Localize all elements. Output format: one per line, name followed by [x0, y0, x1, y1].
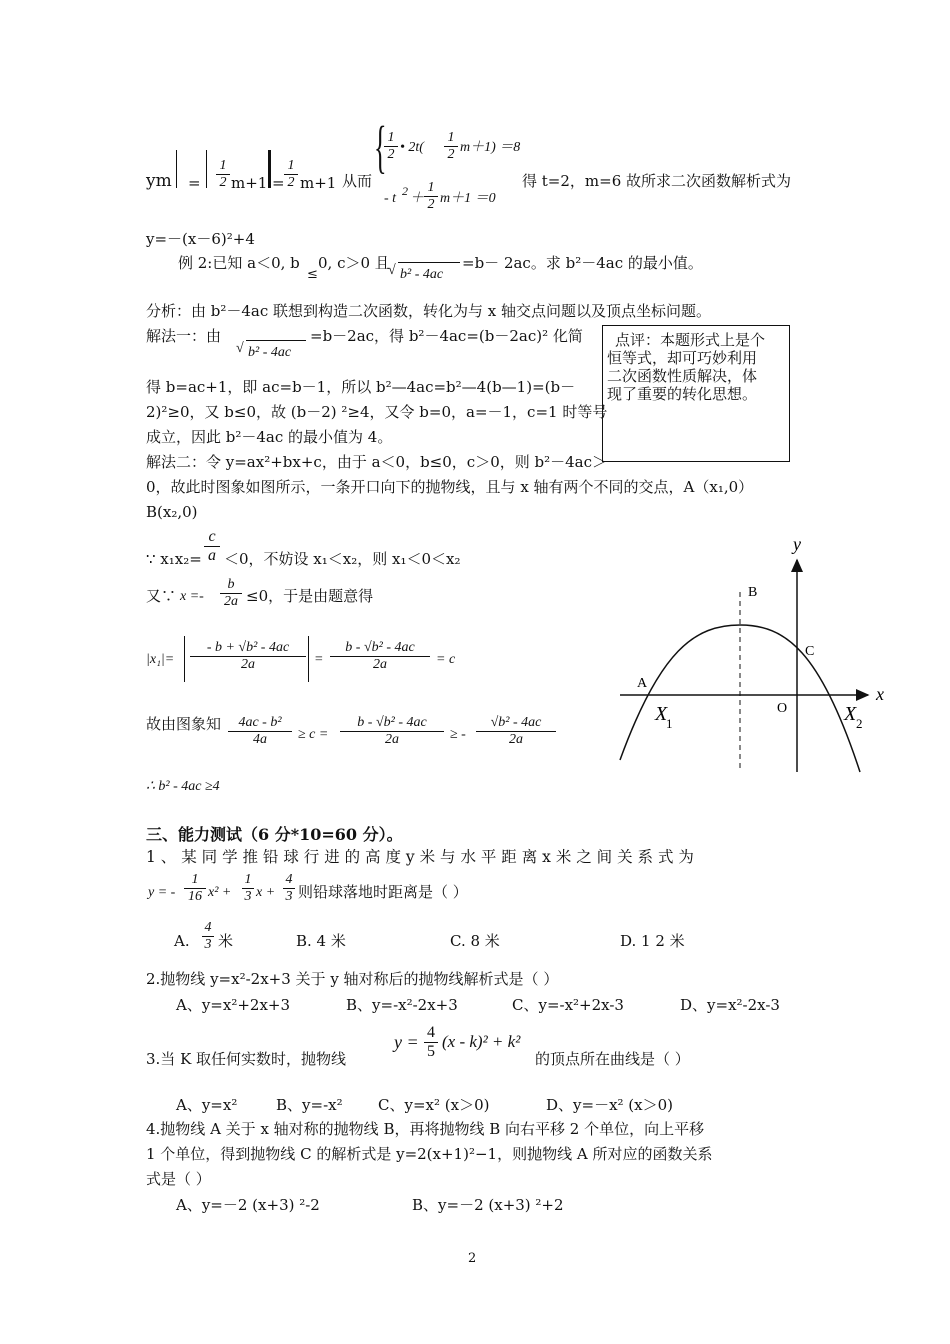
label-x2: X: [844, 703, 857, 725]
numerator: 1: [287, 158, 295, 173]
example2-title: 例 2:已知 a＜0, b: [178, 254, 300, 272]
equals-c: = c: [436, 652, 456, 667]
question-4: 4.抛物线 A 关于 x 轴对称的抛物线 B，再将抛物线 B 向右平移 2 个单位，向上平移: [146, 1120, 705, 1138]
denominator: 5: [424, 1042, 438, 1061]
q3-expr: y =: [394, 1032, 419, 1052]
solution2: B(x₂,0): [146, 503, 198, 521]
section-heading: 三、能力测试（6 分*10=60 分）。: [146, 825, 403, 844]
equals-sign: =: [314, 652, 324, 667]
question-1: 1 、 某 同 学 推 铅 球 行 进 的 高 度 y 米 与 水 平 距 离 x 米 之 间 关 系 式 为: [146, 848, 694, 866]
fraction: [204, 528, 220, 565]
sqrt-content: b² - 4ac: [248, 345, 292, 360]
fraction: [228, 715, 292, 748]
denominator: 2a: [330, 656, 430, 673]
abs-bar: [206, 150, 207, 188]
page-number: 2: [468, 1251, 477, 1266]
option-d: D. 1 2 米: [620, 932, 685, 950]
expression: x =-: [180, 589, 204, 604]
fraction: [202, 920, 214, 953]
equation: m＋1) ＝8: [460, 140, 521, 155]
inequality: ≥ -: [450, 727, 466, 742]
denominator: 2a: [476, 731, 556, 748]
exponent: 2: [402, 184, 408, 198]
label-O: O: [777, 701, 788, 716]
solution2: 0，故此时图象如图所示，一条开口向下的抛物线，且与 x 轴有两个不同的交点，A（x₁,0）: [146, 478, 754, 496]
numerator: √b² - 4ac: [490, 715, 542, 730]
example2-title: =b－ 2ac。求 b²－4ac 的最小值。: [462, 254, 703, 272]
sqrt-sign: √: [388, 263, 396, 278]
solution1: 成立，因此 b²－4ac 的最小值为 4。: [146, 428, 393, 446]
q1-expr: y = -: [148, 885, 176, 900]
fraction: [330, 640, 430, 673]
because-line: ＜0，不妨设 x₁＜x₂，则 x₁＜0＜x₂: [224, 550, 461, 568]
denominator: 2a: [190, 656, 306, 673]
result-text: 得 t=2，m=6 故所求二次函数解析式为: [522, 172, 792, 190]
sqrt-bar: [398, 262, 460, 263]
fraction: [444, 130, 458, 163]
numerator: 4: [204, 920, 212, 935]
question-4: 1 个单位，得到抛物线 C 的解析式是 y=2(x+1)²−1，则抛物线 A 所对应的函数关系: [146, 1145, 713, 1163]
answer: y=－(x－6)²+4: [146, 230, 255, 248]
solution1: 得 b=ac+1，即 ac=b－1，所以 b²—4ac=b²—4(b—1)=(b－: [146, 378, 576, 396]
numerator: 4: [427, 1024, 435, 1041]
label-C: C: [805, 644, 815, 659]
label-x1-sub: 1: [666, 716, 673, 731]
fraction: [340, 715, 444, 748]
denominator: 3: [283, 888, 295, 905]
abs-bar: [268, 150, 271, 188]
option-a-unit: 米: [218, 932, 234, 950]
comment-line: 恒等式，却可巧妙利用: [607, 349, 758, 367]
label-B: B: [748, 585, 758, 600]
option-b: B、y=-x²: [276, 1096, 343, 1114]
numerator: c: [208, 528, 216, 545]
numerator: 1: [244, 872, 252, 887]
solution1: 解法一：由: [146, 327, 222, 345]
q1-expr: x² +: [208, 885, 232, 900]
label-x: x: [876, 684, 884, 704]
numerator: 4: [285, 872, 293, 887]
text: 从而: [342, 172, 373, 190]
label-y: y: [793, 534, 801, 554]
denominator: 2: [384, 146, 398, 163]
abs-x1: |x₁|=: [146, 652, 175, 667]
parabola-graph: [600, 530, 900, 780]
option-a: A、y=x²+2x+3: [176, 996, 291, 1014]
denominator: a: [204, 546, 220, 565]
denominator: 2: [424, 196, 438, 213]
option-c: C. 8 米: [450, 932, 500, 950]
sqrt-content: b² - 4ac: [400, 267, 444, 282]
q3-expr: (x - k)² + k²: [442, 1032, 521, 1051]
question-3: 3.当 K 取任何实数时，抛物线: [146, 1050, 347, 1068]
option-d: D、y=－x² (x＞0): [546, 1096, 674, 1114]
brace: {: [374, 114, 387, 179]
solution1: =b－2ac，得 b²－4ac=(b－2ac)² 化简: [310, 327, 583, 345]
option-a: A.: [174, 932, 190, 950]
denominator: 2: [284, 174, 298, 191]
fraction: [384, 130, 398, 163]
numerator: b: [227, 577, 235, 592]
analysis: 分析：由 b²－4ac 联想到构造二次函数，转化为与 x 轴交点问题以及顶点坐标问题。: [146, 302, 712, 320]
label-A: A: [637, 676, 648, 691]
fraction: [424, 180, 438, 213]
comment-box: [602, 325, 790, 462]
label-x2-sub: 2: [856, 716, 863, 731]
because-line: ∵ x₁x₂=: [146, 550, 202, 568]
ym-label: ym: [146, 171, 172, 191]
expression: m+1: [300, 174, 337, 192]
fraction: [242, 872, 254, 905]
comment-line: 点评：本题形式上是个: [615, 331, 766, 349]
option-b: B. 4 米: [296, 932, 346, 950]
fraction: [283, 872, 295, 905]
denominator: 2a: [340, 731, 444, 748]
sqrt-sign: √: [236, 341, 244, 356]
numerator: b - √b² - 4ac: [345, 640, 415, 655]
fraction: [184, 872, 206, 905]
equation: • 2t(: [400, 140, 424, 155]
sqrt-bar: [246, 340, 306, 341]
inequality: ≥ c =: [298, 727, 329, 742]
denominator: 2a: [220, 593, 242, 610]
denominator: 2: [444, 146, 458, 163]
option-d: D、y=x²-2x-3: [680, 996, 780, 1014]
solution1: 2)²≥0，又 b≤0，故 (b－2) ²≥4，又令 b=0，a=－1，c=1 时等号: [146, 403, 608, 421]
denominator: 3: [242, 888, 254, 905]
option-c: C、y=x² (x＞0): [378, 1096, 490, 1114]
question-2: 2.抛物线 y=x²-2x+3 关于 y 轴对称后的抛物线解析式是（ ）: [146, 970, 559, 988]
option-a: A、y=x²: [176, 1096, 238, 1114]
graph-lead: 故由图象知: [146, 715, 222, 733]
numerator: 4ac - b²: [238, 715, 282, 730]
comment-line: 二次函数性质解决，体: [607, 367, 758, 385]
fraction: [216, 158, 230, 191]
equals-sign: =: [188, 174, 201, 192]
question-3-tail: 的顶点所在曲线是（ ）: [535, 1050, 690, 1068]
therefore-line: ∴ b² - 4ac ≥4: [146, 779, 220, 794]
also-line: 又∵: [146, 587, 177, 605]
option-c: C、y=-x²+2x-3: [512, 996, 624, 1014]
equals-sign: =: [272, 174, 285, 192]
fraction: [284, 158, 298, 191]
equation: m＋1 ＝0: [440, 191, 496, 206]
option-b: B、y=－2 (x+3) ²+2: [412, 1196, 564, 1214]
le-sign: ≤: [307, 267, 318, 282]
numerator: b - √b² - 4ac: [357, 715, 427, 730]
fraction: [424, 1024, 438, 1061]
numerator: 1: [191, 872, 199, 887]
abs-bar: [308, 636, 309, 682]
numerator: 1: [219, 158, 227, 173]
fraction: [476, 715, 556, 748]
q1-expr: x +: [256, 885, 276, 900]
question-1-tail: 则铅球落地时距离是（ ）: [298, 883, 468, 901]
solution2: 解法二：令 y=ax²+bx+c，由于 a＜0，b≤0，c＞0，则 b²－4ac＞: [146, 453, 608, 471]
fraction: [190, 640, 306, 673]
equation: ＋: [410, 191, 424, 206]
numerator: 1: [427, 180, 435, 195]
expression: m+1: [231, 174, 268, 192]
denominator: 2: [216, 174, 230, 191]
equation: - t: [384, 191, 397, 206]
denominator: 3: [202, 936, 214, 953]
abs-bar: [176, 150, 177, 188]
option-b: B、y=-x²-2x+3: [346, 996, 458, 1014]
abs-bar: [184, 636, 185, 682]
also-line: ≤0，于是由题意得: [246, 587, 374, 605]
comment-line: 现了重要的转化思想。: [607, 385, 758, 403]
denominator: 16: [184, 888, 206, 905]
example2-title: 0, c＞0 且: [318, 254, 390, 272]
denominator: 4a: [228, 731, 292, 748]
fraction: [220, 577, 242, 610]
label-x1: X: [655, 703, 668, 725]
question-4: 式是（ ）: [146, 1170, 211, 1188]
numerator: 1: [387, 130, 395, 145]
option-a: A、y=－2 (x+3) ²-2: [176, 1196, 320, 1214]
numerator: - b + √b² - 4ac: [206, 640, 290, 655]
numerator: 1: [447, 130, 455, 145]
